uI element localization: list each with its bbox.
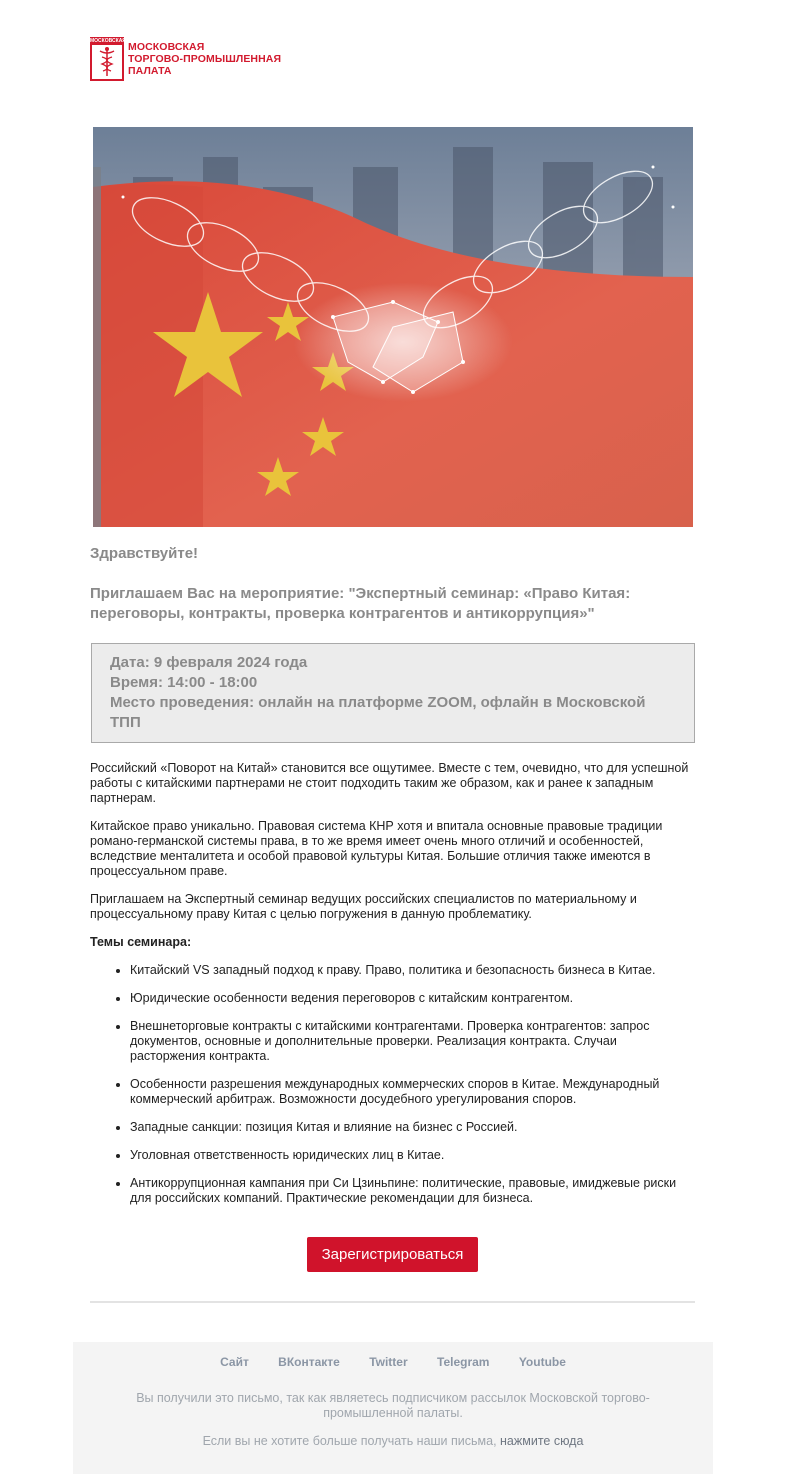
body-text [90, 761, 690, 1219]
hero-image [93, 127, 693, 527]
topics-title: Темы семинара: [90, 935, 192, 949]
paragraph-3: Приглашаем на Экспертный семинар ведущих российских специалистов по материальному и процессуальному праву Китая с целью погружения в данную проблематику. [90, 892, 637, 921]
event-info-box [91, 643, 695, 743]
paragraph-1: Российский «Поворот на Китай» становится все ощутимее. Вместе с тем, очевидно, что для успешной работы с китайскими партнерами не стоит подходить таким же образом, как и ранее к западным партнерам. [90, 761, 689, 805]
logo-line-2: ТОРГОВО-ПРОМЫШЛЕННАЯ [128, 53, 282, 65]
unsubscribe-line [73, 1434, 713, 1448]
topic-item: • Западные санкции: позиция Китая и влияние на бизнес с Россией. [130, 1120, 690, 1135]
footer-link-vkontakte[interactable]: ВКонтакте [278, 1355, 340, 1369]
footer-links [73, 1355, 713, 1369]
caduceus-emblem-icon [90, 37, 124, 81]
logo-line-3: ПАЛАТА [128, 65, 172, 77]
topic-item: • Китайский VS западный подход к праву. Право, политика и безопасность бизнеса в Китае. [130, 963, 690, 978]
unsubscribe-text: Если вы не хотите больше получать наши письма, [202, 1434, 497, 1448]
event-venue: Место проведения: онлайн на платформе ZOOM, офлайн в Московской ТПП [110, 694, 646, 731]
topic-item: • Уголовная ответственность юридических лиц в Китае. [130, 1148, 690, 1163]
footer [73, 1342, 713, 1474]
topic-item: • Юридические особенности ведения переговоров с китайским контрагентом. [130, 991, 690, 1006]
event-time: Время: 14:00 - 18:00 [110, 674, 258, 691]
event-date: Дата: 9 февраля 2024 года [110, 654, 308, 671]
mtpp-logo[interactable] [90, 37, 281, 81]
greeting: Здравствуйте! [90, 545, 199, 562]
topics-list [90, 963, 690, 1206]
cta-container [0, 1237, 785, 1272]
footer-link-twitter[interactable]: Twitter [369, 1355, 408, 1369]
footer-link-site[interactable]: Сайт [220, 1355, 249, 1369]
logo-small-caption: МОСКОВСКАЯ [90, 38, 126, 44]
logo-wordmark [128, 41, 281, 77]
topic-item: • Антикоррупционная кампания при Си Цзиньпине: политические, правовые, имиджевые риски для российских компаний. Практические рекомендации для бизнеса. [130, 1176, 690, 1206]
subscription-note: Вы получили это письмо, так как являетесь подписчиком рассылок Московской торгово-промышленной палаты. [136, 1391, 650, 1420]
paragraph-2: Китайское право уникально. Правовая система КНР хотя и впитала основные правовые традиции романо-германской системы права, в то же время имеет очень много отличий и особенностей, вследствие менталитета и особой правовой культуры Китая. Большие отличия также имеются в процессуальном праве. [90, 819, 663, 878]
divider [90, 1301, 695, 1303]
footer-link-youtube[interactable]: Youtube [518, 1355, 566, 1369]
unsubscribe-link[interactable]: нажмите сюда [500, 1434, 584, 1448]
footer-link-telegram[interactable]: Telegram [437, 1355, 490, 1369]
topic-item: • Особенности разрешения международных коммерческих споров в Китае. Международный коммерческий арбитраж. Возможности досудебного урегулирования споров. [130, 1077, 690, 1107]
logo-line-1: МОСКОВСКАЯ [128, 41, 205, 53]
register-button[interactable]: Зарегистрироваться [307, 1237, 479, 1272]
topic-item: • Внешнеторговые контракты с китайскими контрагентами. Проверка контрагентов: запрос документов, основные и дополнительные проверки. Реализация контракта. Случаи расторжения контракта. [130, 1019, 690, 1064]
invitation-title: Приглашаем Вас на мероприятие: "Экспертный семинар: «Право Китая: переговоры, контракты, проверка контрагентов и антикоррупция»" [90, 585, 631, 622]
